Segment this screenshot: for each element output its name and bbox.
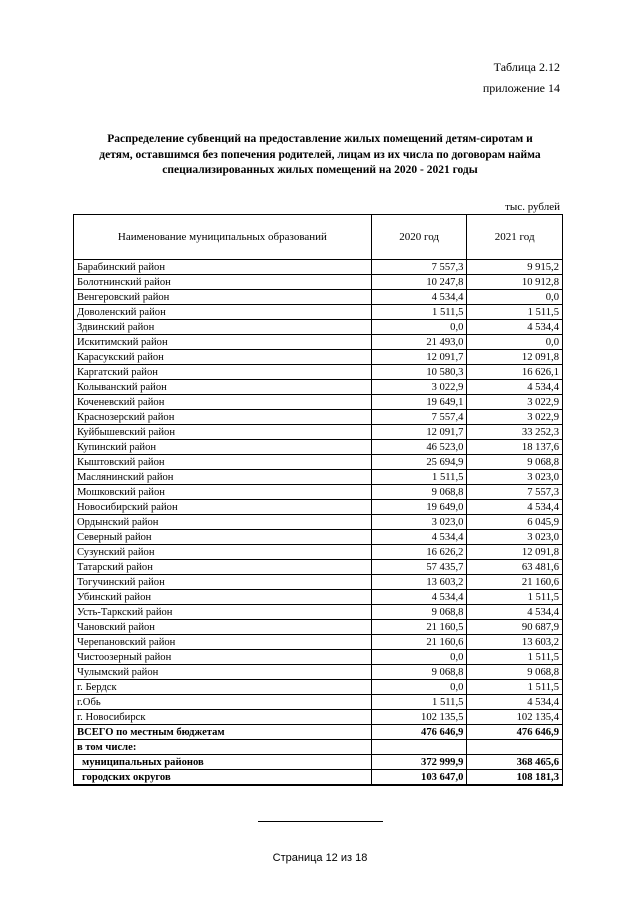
table-row	[74, 515, 563, 530]
value-2021: 13 603,2	[467, 635, 563, 650]
table-row	[74, 365, 563, 380]
value-2021: 90 687,9	[467, 620, 563, 635]
municipality-name: Сузунский район	[74, 545, 372, 560]
table-row	[74, 695, 563, 710]
value-2020: 57 435,7	[371, 560, 467, 575]
table-row	[74, 665, 563, 680]
value-2021: 33 252,3	[467, 425, 563, 440]
municipality-name: городских округов	[74, 770, 372, 786]
value-2021: 4 534,4	[467, 320, 563, 335]
table-row	[74, 455, 563, 470]
value-2020: 7 557,4	[371, 410, 467, 425]
table-row	[74, 500, 563, 515]
table-row	[74, 395, 563, 410]
value-2021: 3 022,9	[467, 410, 563, 425]
value-2021: 12 091,8	[467, 545, 563, 560]
table-row	[74, 755, 563, 770]
value-2020: 12 091,7	[371, 350, 467, 365]
column-header-2021: 2021 год	[467, 215, 563, 260]
value-2020: 372 999,9	[371, 755, 467, 770]
table-row	[74, 560, 563, 575]
empty-cell	[467, 740, 563, 755]
table-row	[74, 320, 563, 335]
table-row	[74, 740, 563, 755]
municipality-name: муниципальных районов	[74, 755, 372, 770]
value-2020: 9 068,8	[371, 485, 467, 500]
municipality-name: Чановский район	[74, 620, 372, 635]
value-2020: 1 511,5	[371, 305, 467, 320]
value-2020: 13 603,2	[371, 575, 467, 590]
value-2021: 1 511,5	[467, 680, 563, 695]
value-2021: 0,0	[467, 290, 563, 305]
including-label: в том числе:	[74, 740, 372, 755]
table-number: Таблица 2.12	[493, 60, 560, 74]
value-2020: 1 511,5	[371, 470, 467, 485]
subsidy-table	[73, 214, 563, 786]
value-2021: 3 023,0	[467, 530, 563, 545]
value-2021: 3 023,0	[467, 470, 563, 485]
municipality-name: Чулымский район	[74, 665, 372, 680]
value-2021: 1 511,5	[467, 590, 563, 605]
table-row	[74, 440, 563, 455]
municipality-name: Ордынский район	[74, 515, 372, 530]
municipality-name: Убинский район	[74, 590, 372, 605]
value-2021: 476 646,9	[467, 725, 563, 740]
value-2021: 108 181,3	[467, 770, 563, 786]
table-row	[74, 680, 563, 695]
municipality-name: Купинский район	[74, 440, 372, 455]
municipality-name: Барабинский район	[74, 260, 372, 275]
table-row	[74, 470, 563, 485]
value-2021: 3 022,9	[467, 395, 563, 410]
value-2021: 4 534,4	[467, 500, 563, 515]
table-row	[74, 725, 563, 740]
value-2021: 6 045,9	[467, 515, 563, 530]
municipality-name: Карасукский район	[74, 350, 372, 365]
municipality-name: Здвинский район	[74, 320, 372, 335]
table-row	[74, 770, 563, 786]
page-footer: Страница 12 из 18	[272, 852, 368, 864]
municipality-name: ВСЕГО по местным бюджетам	[74, 725, 372, 740]
table-row	[74, 485, 563, 500]
value-2021: 7 557,3	[467, 485, 563, 500]
municipality-name: Кыштовский район	[74, 455, 372, 470]
table-row	[74, 380, 563, 395]
table-row	[74, 350, 563, 365]
table-row	[74, 260, 563, 275]
municipality-name: Искитимский район	[74, 335, 372, 350]
value-2021: 4 534,4	[467, 695, 563, 710]
municipality-name: Новосибирский район	[74, 500, 372, 515]
value-2020: 0,0	[371, 680, 467, 695]
municipality-name: Маслянинский район	[74, 470, 372, 485]
table-row	[74, 635, 563, 650]
municipality-name: Северный район	[74, 530, 372, 545]
value-2020: 9 068,8	[371, 665, 467, 680]
value-2021: 368 465,6	[467, 755, 563, 770]
municipality-name: Доволенский район	[74, 305, 372, 320]
municipality-name: Коченевский район	[74, 395, 372, 410]
municipality-name: г. Бердск	[74, 680, 372, 695]
value-2020: 4 534,4	[371, 290, 467, 305]
value-2021: 1 511,5	[467, 305, 563, 320]
table-row	[74, 545, 563, 560]
value-2020: 102 135,5	[371, 710, 467, 725]
value-2021: 21 160,6	[467, 575, 563, 590]
municipality-name: Татарский район	[74, 560, 372, 575]
value-2020: 25 694,9	[371, 455, 467, 470]
value-2021: 9 915,2	[467, 260, 563, 275]
value-2020: 0,0	[371, 650, 467, 665]
value-2021: 63 481,6	[467, 560, 563, 575]
value-2020: 4 534,4	[371, 530, 467, 545]
table-row	[74, 335, 563, 350]
table-row	[74, 425, 563, 440]
table-row	[74, 410, 563, 425]
value-2020: 7 557,3	[371, 260, 467, 275]
table-row	[74, 530, 563, 545]
municipality-name: Черепановский район	[74, 635, 372, 650]
value-2021: 1 511,5	[467, 650, 563, 665]
value-2020: 19 649,1	[371, 395, 467, 410]
municipality-name: г.Обь	[74, 695, 372, 710]
value-2021: 0,0	[467, 335, 563, 350]
title-line: Распределение субвенций на предоставление жилых помещений детям-сиротам и	[107, 133, 533, 145]
title-line: специализированных жилых помещений на 2020 - 2021 годы	[162, 164, 478, 176]
value-2020: 10 247,8	[371, 275, 467, 290]
municipality-name: Чистоозерный район	[74, 650, 372, 665]
empty-cell	[371, 740, 467, 755]
table-row	[74, 575, 563, 590]
value-2020: 16 626,2	[371, 545, 467, 560]
value-2021: 18 137,6	[467, 440, 563, 455]
value-2021: 9 068,8	[467, 455, 563, 470]
title-line: детям, оставшимся без попечения родителей, лицам из их числа по договорам найма	[99, 148, 541, 161]
column-header-name: Наименование муниципальных образований	[74, 215, 372, 260]
municipality-name: Каргатский район	[74, 365, 372, 380]
value-2020: 21 160,5	[371, 620, 467, 635]
value-2020: 19 649,0	[371, 500, 467, 515]
value-2020: 21 160,6	[371, 635, 467, 650]
unit-label: тыс. рублей	[505, 201, 560, 213]
municipality-name: Мошковский район	[74, 485, 372, 500]
municipality-name: Краснозерский район	[74, 410, 372, 425]
municipality-name: Колыванский район	[74, 380, 372, 395]
municipality-name: Усть-Таркский район	[74, 605, 372, 620]
footer-divider	[258, 821, 383, 822]
table-row	[74, 290, 563, 305]
value-2020: 0,0	[371, 320, 467, 335]
table-row	[74, 620, 563, 635]
value-2021: 9 068,8	[467, 665, 563, 680]
value-2021: 10 912,8	[467, 275, 563, 290]
document-title	[70, 132, 570, 179]
value-2021: 12 091,8	[467, 350, 563, 365]
value-2021: 4 534,4	[467, 605, 563, 620]
value-2020: 103 647,0	[371, 770, 467, 786]
municipality-name: г. Новосибирск	[74, 710, 372, 725]
value-2021: 4 534,4	[467, 380, 563, 395]
value-2020: 9 068,8	[371, 605, 467, 620]
table-row	[74, 275, 563, 290]
value-2020: 21 493,0	[371, 335, 467, 350]
appendix-number: приложение 14	[482, 81, 560, 95]
column-header-2020: 2020 год	[371, 215, 467, 260]
value-2020: 10 580,3	[371, 365, 467, 380]
table-row	[74, 305, 563, 320]
municipality-name: Болотнинский район	[74, 275, 372, 290]
value-2020: 3 022,9	[371, 380, 467, 395]
value-2021: 102 135,4	[467, 710, 563, 725]
value-2020: 12 091,7	[371, 425, 467, 440]
value-2020: 1 511,5	[371, 695, 467, 710]
municipality-name: Тогучинский район	[74, 575, 372, 590]
table-row	[74, 605, 563, 620]
table-row	[74, 590, 563, 605]
value-2021: 16 626,1	[467, 365, 563, 380]
value-2020: 476 646,9	[371, 725, 467, 740]
municipality-name: Куйбышевский район	[74, 425, 372, 440]
value-2020: 46 523,0	[371, 440, 467, 455]
table-row	[74, 650, 563, 665]
value-2020: 3 023,0	[371, 515, 467, 530]
value-2020: 4 534,4	[371, 590, 467, 605]
municipality-name: Венгеровский район	[74, 290, 372, 305]
table-row	[74, 710, 563, 725]
